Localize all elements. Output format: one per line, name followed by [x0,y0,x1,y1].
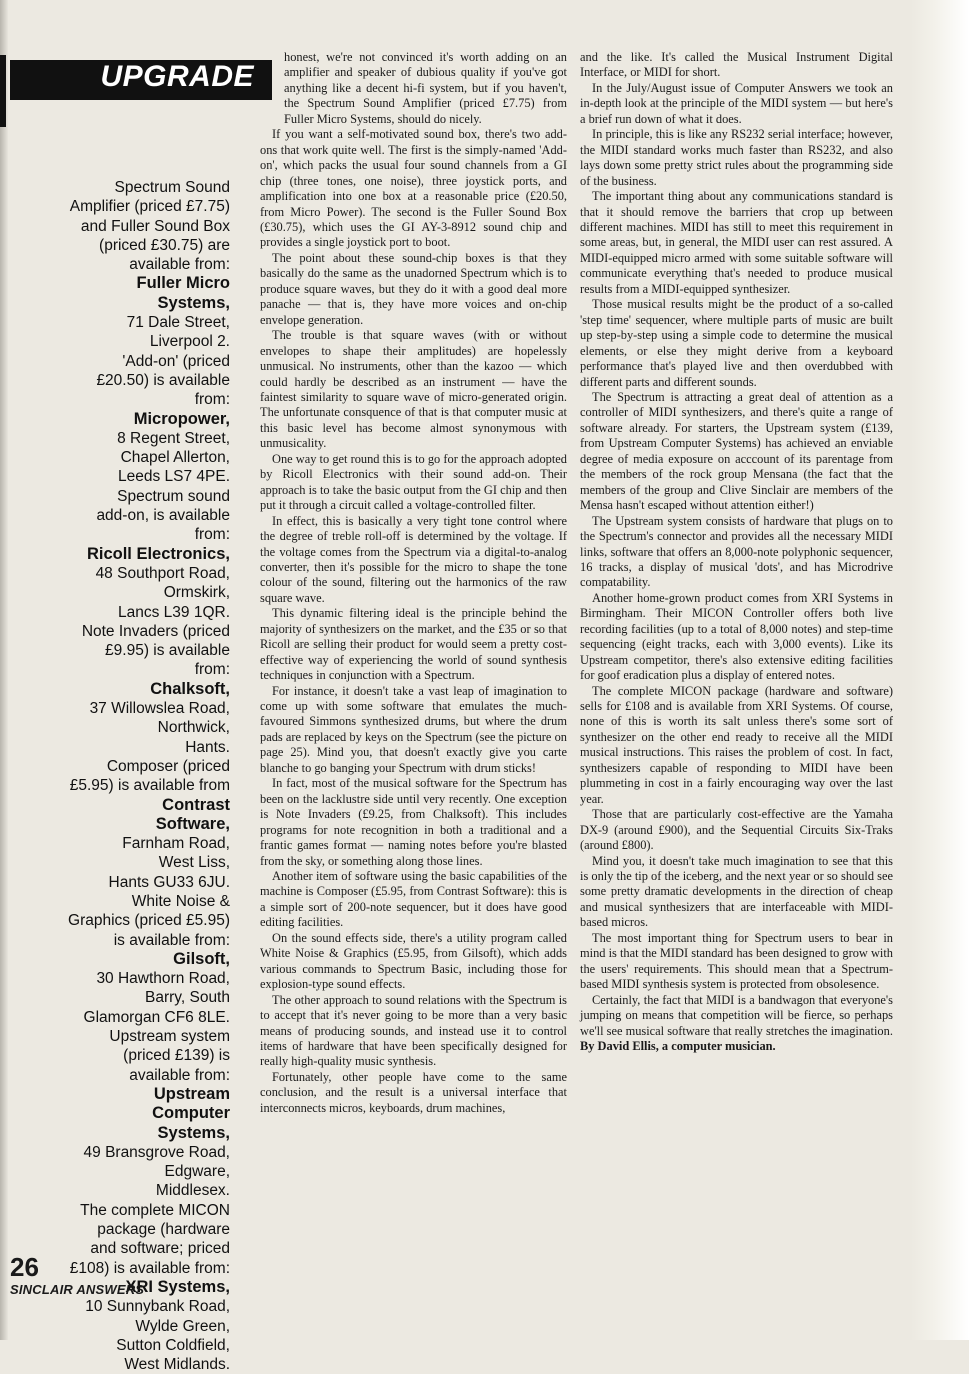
article-paragraph: Another item of software using the basic capabilities of the machine is Composer (£5.95, from Contrast Software): this is a simple sort of 200-note sequencer, but it does have good editing facilities. [260,869,567,930]
article-paragraph: Those musical results might be the product of a so-called 'step time' sequencer, where multiple parts of music are built up step-by-step using a simple code to determine the musical elements, or else they might derive from a keyboard performance that's played live and then overdubbed with different parts and different sounds. [580,297,893,389]
supplier-detail-line: add-on, is available [96,507,230,525]
supplier-detail-line: Note Invaders (priced [81,622,230,640]
supplier-name: Upstream [153,1084,230,1103]
section-banner-title: UPGRADE [100,60,254,93]
supplier-detail-line: £5.95) is available from [69,777,230,795]
article-paragraph: In principle, this is like any RS232 serial interface; however, the MIDI standard works much faster than RS232, and also lays down some pretty strict rules about the programming side of the business. [580,127,893,188]
supplier-detail-line: Middlesex. [155,1182,230,1200]
supplier-detail-line: Glamorgan CF6 8LE. [83,1008,230,1026]
supplier-detail-line: Chapel Allerton, [120,449,230,467]
page-edge-left [0,0,8,1340]
supplier-name: Ricoll Electronics, [86,544,230,563]
supplier-sidebar [8,178,230,1374]
supplier-detail-line: from: [194,661,230,679]
supplier-detail-line: Lancs L39 1QR. [117,603,230,621]
article-paragraph: The complete MICON package (hardware and software) sells for £108 and is available from XRI Systems. Of course, none of this is worth its salt unless there's some sort of synthesizer on the other end ready to receive all the MIDI musical instructions. This raises the problem of cost. In fact, synthesizers capable of responding to MIDI have been plummeting in cost in a fairly encouraging way over the last year. [580,683,893,806]
supplier-detail-line: and software; priced [90,1240,230,1258]
article-paragraph: Fortunately, other people have come to the same conclusion, and the result is a universal interface that interconnects micros, keyboards, drum machines, [260,1069,567,1115]
supplier-detail-line: Leeds LS7 4PE. [117,468,230,486]
supplier-detail-line: available from: [129,1066,230,1084]
article-paragraph: On the sound effects side, there's a utility program called White Noise & Graphics (£5.95, from Gilsoft), which adds various commands to Spectrum Basic, including those for explosion-type sound effects. [260,930,567,992]
supplier-detail-line: Sutton Coldfield, [116,1336,230,1354]
supplier-detail-line: 8 Regent Street, [117,429,230,447]
supplier-detail-line: Liverpool 2. [149,333,230,351]
supplier-detail-line: West Liss, [158,854,230,872]
article-paragraph: The trouble is that square waves (with or without envelopes to shape their amplitudes) are hopelessly unmusical. No instruments, other than the kazoo — which could hardly be described as an instrument — have the faintest similarity to square wave of micro-generated origin. The unfortunate consquence of that is that computer music at this basic level has become almost synonymous with unmusicality. [260,328,567,451]
supplier-detail-line: West Midlands. [124,1356,230,1374]
supplier-name: XRI Systems, [125,1277,230,1296]
supplier-name: Fuller Micro [136,274,230,293]
supplier-detail-line: White Noise & [131,892,230,910]
article-paragraph: If you want a self-motivated sound box, there's two add-ons that work quite well. The first is the simply-named 'Add-on', which packs the usual four sound channels from a GI chip (three tones, one noise), three joystick ports, and amplification into one box at a reasonable price (£20.50, from Micro Power). The second is the Fuller Sound Box (£30.75), which uses the GI AY-3-8912 sound chip and provides a single joystick port to boot. [260,127,567,250]
supplier-detail-line: Hants. [185,738,230,756]
supplier-detail-line: The complete MICON [80,1201,230,1219]
supplier-detail-line: 71 Dale Street, [126,314,230,332]
supplier-detail-line: 37 Willowslea Road, [89,700,230,718]
supplier-name: Systems, [157,1123,230,1142]
supplier-detail-line: 48 Southport Road, [95,564,230,582]
supplier-name: Chalksoft, [150,679,230,698]
supplier-detail-line: available from: [129,256,230,274]
article-byline: By David Ellis, a computer musician. [580,1039,776,1053]
article-column-2 [580,50,893,1054]
magazine-name: SINCLAIR ANSWERS [10,1282,145,1297]
supplier-detail-line: £9.95) is available [105,642,230,660]
supplier-name: Computer [152,1104,230,1123]
supplier-detail-line: £20.50) is available [96,371,230,389]
supplier-detail-line: 10 Sunnybank Road, [85,1298,230,1316]
section-banner [10,60,272,100]
supplier-detail-line: from: [194,391,230,409]
supplier-name: Micropower, [133,409,230,428]
supplier-name: Software, [155,814,230,833]
article-paragraph: One way to get round this is to go for the approach adopted by Ricoll Electronics with their sound add-on. Their approach is to take the basic output from the GI chip and then put it through a circuit called a voltage-controlled filter. [260,451,567,513]
supplier-name: Systems, [157,293,230,312]
article-paragraph: honest, we're not convinced it's worth adding on an amplifier and speaker of dubious quality if you've got anything like a decent hi-fi system, but if you haven't, the Spectrum Sound Amplifier (priced £7.75) from Fuller Micro Systems, should do nicely. [284,50,567,126]
supplier-detail-line: Wylde Green, [135,1317,230,1335]
supplier-detail-line: Graphics (priced £5.95) [68,912,230,930]
article-paragraph: The Upstream system consists of hardware that plugs on to the Spectrum's connector and provides all the necessary MIDI links, software that offers an 8,000-note polyphonic sequencer, 16 tracks, a display of musical 'dots', and has Microdrive compatability. [580,513,893,590]
supplier-detail-line: Amplifier (priced £7.75) [69,198,230,216]
article-paragraph: The other approach to sound relations with the Spectrum is to accept that it's never going to be more than a very basic means of producing sounds, and instead use it to control items of hardware that have been specifically designed for really high-quality music synthesis. [260,992,567,1069]
supplier-detail-line: Northwick, [157,719,230,737]
article-paragraph: Those that are particularly cost-effective are the Yamaha DX-9 (around £900), and the Sequential Circuits Six-Traks (around £800). [580,807,893,853]
supplier-detail-line: Barry, South [144,989,230,1007]
supplier-name: Contrast [162,795,230,814]
article-paragraph: In the July/August issue of Computer Answers we took an in-depth look at the principle of the MIDI system — but here's a brief run down of what it does. [580,80,893,126]
article-paragraph: The important thing about any communications standard is that it should remove the barriers that crop up between different machines. MIDI has still to meet this requirement in some areas, but, in general, the MIDI user can rest assured. A MIDI-equipped micro armed with some suitable software will communicate everything that's needed to produce musical results from a MIDI-equipped synthesizer. [580,189,893,296]
supplier-detail-line: 'Add-on' (priced [122,352,230,370]
supplier-detail-line: 49 Bransgrove Road, [83,1143,230,1161]
article-paragraph: Certainly, the fact that MIDI is a bandwagon that everyone's jumping on means that competition will be fierce, so perhaps we'll see musical software that really stretches the imagination. [580,992,893,1038]
article-paragraph: The point about these sound-chip boxes is that they basically do the same as the unadorned Spectrum which is to produce square waves, but they do it with a good deal more panache — that is, they have more voices and on-chip envelope generation. [260,250,567,327]
article-paragraph: The Spectrum is attracting a great deal of attention as a controller of MIDI synthesizers, and there's quite a range of software already. For starters, the Upstream system (£139, from Upstream Computer Systems) has achieved an enviable degree of media exposure on acccount of its parentage from the members of the rock group Mensana (the fact that the members of the group and Clive Sinclair are members of the Mensa hasn't escaped without attention either!) [580,389,893,513]
article-column-2-body [580,50,893,1039]
supplier-detail-line: Upstream system [109,1028,230,1046]
article-paragraph: The most important thing for Spectrum users to bear in mind is that the MIDI standard has been designed to grow with the users' requirements. This should mean that a Spectrum-based MIDI synthesis system is protected from obsolesence. [580,930,893,992]
article-paragraph: In effect, this is basically a very tight tone control where the degree of treble roll-off is determined by the voltage. If the voltage comes from the Spectrum via a digital-to-analog converter, then it's possible for the micro to shape the tone colour of the sound, filtering out the harmonics of the raw square wave. [260,513,567,605]
article-paragraph: In fact, most of the musical software for the Spectrum has been on the lacklustre side until very recently. One exception is Note Invaders (£9.25, from Chalksoft). This includes programs for note recognition in both a traditional and a frantic games format — naming notes before you're blasted from the sky, or something along those lines. [260,776,567,868]
article-column-1 [260,50,567,1116]
supplier-detail-line: package (hardware [97,1221,230,1239]
article-paragraph: and the like. It's called the Musical Instrument Digital Interface, or MIDI for short. [580,50,893,80]
supplier-detail-line: Spectrum sound [117,487,230,505]
article-paragraph: For instance, it doesn't take a vast leap of imagination to come up with some software that emulates the much-favoured Simmons synthesized drums, but where the drum pads are replaced by keys on the Spectrum (see the picture on page 25). Mind you, that doesn't exactly give you carte blanche to go banging your Spectrum with drum sticks! [260,683,567,775]
supplier-name: Gilsoft, [173,949,230,968]
supplier-detail-line: (priced £139) is [123,1047,230,1065]
supplier-detail-line: (priced £30.75) are [99,236,230,254]
page-edge-right [911,0,969,1340]
supplier-detail-line: 30 Hawthorn Road, [96,970,230,988]
supplier-detail-line: Farnham Road, [122,835,230,853]
supplier-detail-line: from: [194,526,230,544]
supplier-detail-line: and Fuller Sound Box [80,217,230,235]
supplier-detail-line: Hants GU33 6JU. [108,873,230,891]
supplier-detail-line: is available from: [113,931,230,949]
article-paragraph: Another home-grown product comes from XRI Systems in Birmingham. Their MICON Controller offers both live recording facilities (up to a total of 8,000 notes) and step-time sequencing (eight tracks, each with 3,000 events). Like its Upstream competitor, there's also extensive editing facilities for goof eradication plus a display of entered notes. [580,590,893,683]
edge-rule [0,55,6,127]
supplier-detail-line: Composer (priced [106,757,230,775]
supplier-detail-line: Spectrum Sound [114,179,230,196]
supplier-detail-line: £108) is available from: [69,1259,230,1277]
supplier-detail-line: Ormskirk, [163,584,230,602]
article-paragraph: This dynamic filtering ideal is the principle behind the majority of synthesizers on the market, and the £35 or so that Ricoll are selling their product for would seem a pretty cost-effective way of experiencing the world of sound synthesis techniques in conjunction with a Spectrum. [260,606,567,683]
supplier-detail-line: Edgware, [164,1163,230,1181]
page-number: 26 [10,1252,39,1282]
article-paragraph: Mind you, it doesn't take much imagination to see that this is only the tip of the iceberg, and the next year or so should see some pretty dramatic developments in the direction of cheap and musical synthesizers that are interfaceable with MIDI-based micros. [580,853,893,930]
